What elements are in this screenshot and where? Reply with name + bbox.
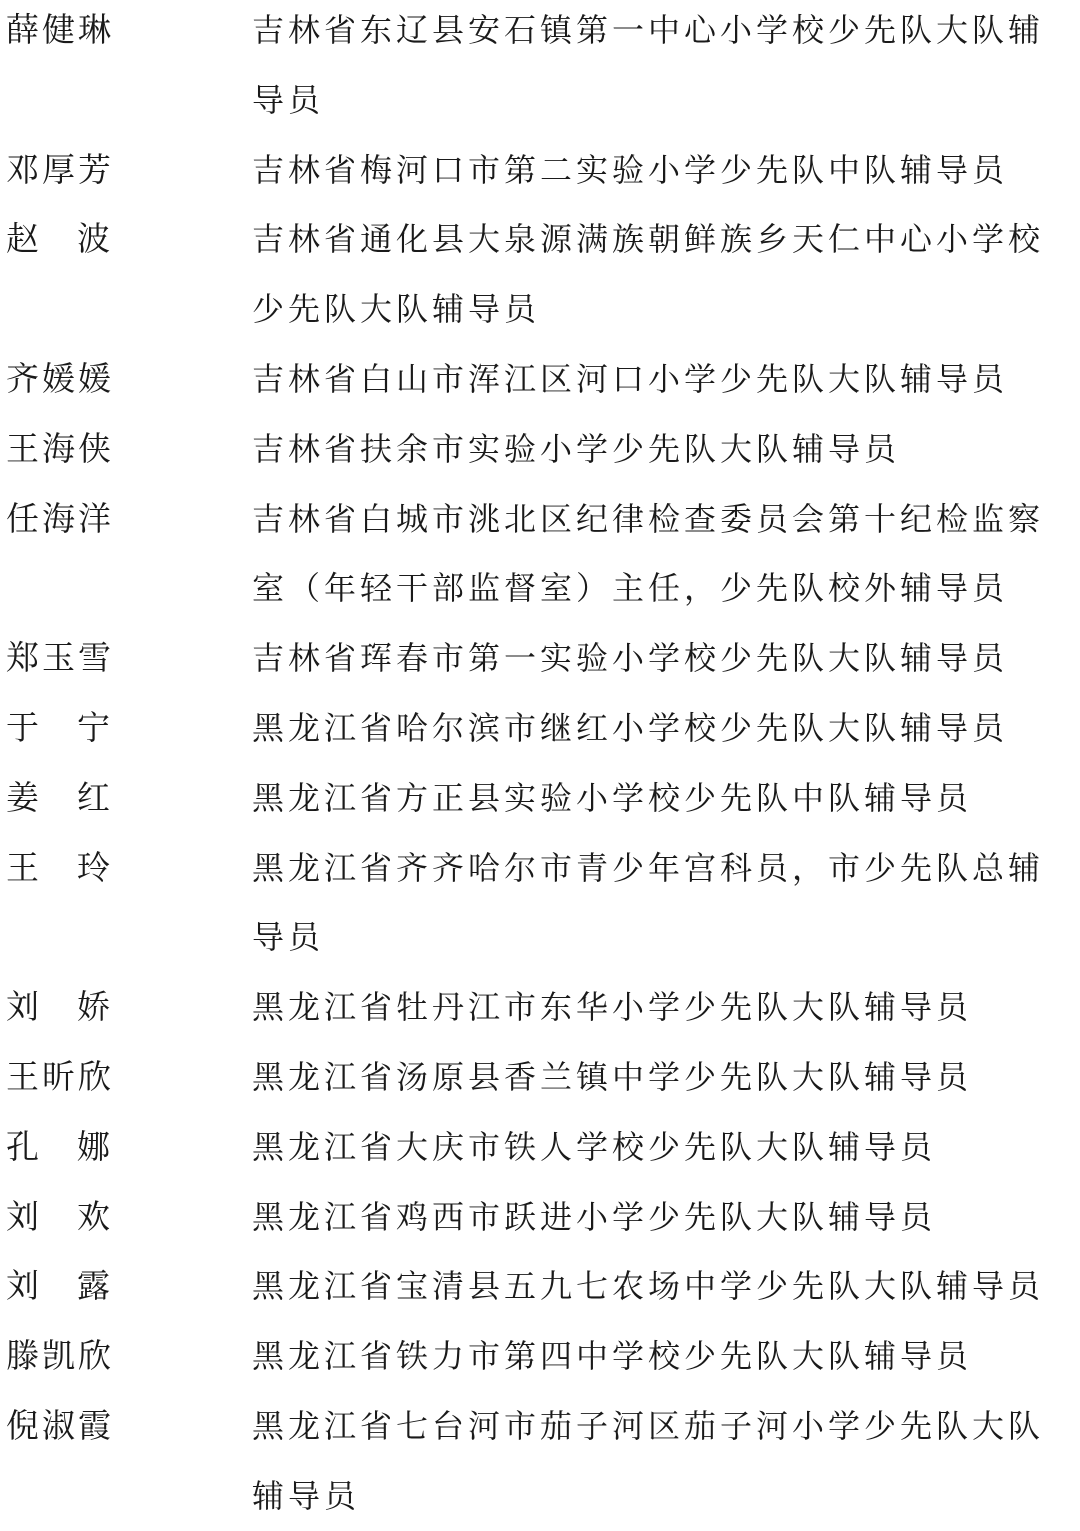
person-name: [6, 693, 110, 763]
person-name: [6, 1251, 110, 1321]
entry-row: [0, 1042, 1080, 1112]
position-description: 辅导员: [252, 1476, 361, 1515]
person-name: [6, 763, 110, 833]
entry-row: [0, 1391, 1080, 1461]
position-description: 吉林省白城市洮北区纪律检查委员会第十纪检监察: [252, 499, 1045, 538]
position-description: 黑龙江省齐齐哈尔市青少年宫科员，市少先队总辅: [252, 848, 1045, 887]
position-description: 黑龙江省方正县实验小学校少先队中队辅导员: [252, 778, 973, 817]
person-name-part: 王: [6, 847, 39, 887]
person-name-part: 红: [77, 777, 110, 817]
position-description: 室（年轻干部监督室）主任，少先队校外辅导员: [252, 569, 1009, 608]
person-name-part: 于: [6, 708, 39, 747]
person-name-part: 刘: [6, 1196, 39, 1236]
person-name-part: 娜: [77, 1126, 110, 1166]
position-description: 吉林省白山市浑江区河口小学少先队大队辅导员: [252, 360, 1009, 398]
person-name-part: 娇: [77, 987, 110, 1027]
position-description: 少先队大队辅导员: [252, 290, 541, 329]
entry-row: [0, 0, 1080, 65]
position-description: 吉林省梅河口市第二实验小学少先队中队辅导员: [252, 150, 1009, 189]
entry-row-continuation: [0, 902, 1080, 972]
entry-row: [0, 135, 1080, 205]
person-name-part: 宁: [77, 708, 110, 747]
position-description: 黑龙江省七台河市茄子河区茄子河小学少先队大队: [252, 1407, 1045, 1445]
person-name: 任海洋: [6, 498, 114, 538]
person-name-part: 欢: [77, 1196, 110, 1236]
position-description: 黑龙江省牡丹江市东华小学少先队大队辅导员: [252, 988, 973, 1027]
entry-row-continuation: [0, 553, 1080, 623]
entry-row: [0, 1251, 1080, 1321]
position-description: 导员: [252, 80, 325, 119]
entry-row: [0, 623, 1080, 693]
entry-row-continuation: [0, 274, 1080, 344]
position-description: 吉林省东辽县安石镇第一中心小学校少先队大队辅: [252, 11, 1045, 49]
person-name: [6, 204, 110, 274]
position-description: 导员: [252, 918, 325, 957]
position-description: 黑龙江省哈尔滨市继红小学校少先队大队辅导员: [252, 709, 1009, 747]
person-name: 郑玉雪: [6, 638, 114, 678]
entry-row: [0, 1321, 1080, 1391]
person-name-part: 赵: [6, 219, 39, 259]
person-name: 滕凯欣: [6, 1336, 114, 1376]
entry-row-continuation: [0, 65, 1080, 135]
entry-row: [0, 1112, 1080, 1182]
entry-row: [0, 1182, 1080, 1252]
person-name: [6, 972, 110, 1042]
position-description: 黑龙江省铁力市第四中学校少先队大队辅导员: [252, 1337, 973, 1376]
person-name-part: 刘: [6, 987, 39, 1027]
position-description: 黑龙江省汤原县香兰镇中学少先队大队辅导员: [252, 1058, 973, 1096]
position-description: 吉林省扶余市实验小学少先队大队辅导员: [252, 429, 901, 468]
person-name-part: 波: [77, 219, 110, 259]
entry-row: [0, 972, 1080, 1042]
person-name-part: 玲: [77, 847, 110, 887]
position-description: 吉林省通化县大泉源满族朝鲜族乡天仁中心小学校: [252, 220, 1045, 259]
person-name: 邓厚芳: [6, 149, 114, 189]
entry-row: [0, 344, 1080, 414]
person-name-part: 露: [77, 1266, 110, 1306]
person-name: 王昕欣: [6, 1057, 114, 1096]
entry-row: [0, 414, 1080, 484]
person-name: [6, 1112, 110, 1182]
position-description: 黑龙江省大庆市铁人学校少先队大队辅导员: [252, 1127, 937, 1166]
entry-row: [0, 763, 1080, 833]
person-name-part: 孔: [6, 1126, 39, 1166]
person-name: [6, 1182, 110, 1252]
entry-row: [0, 484, 1080, 554]
person-name: 倪淑霞: [6, 1406, 114, 1445]
person-name-part: 刘: [6, 1266, 39, 1306]
person-name-part: 姜: [6, 777, 39, 817]
person-name: 王海侠: [6, 428, 114, 468]
entry-row: [0, 833, 1080, 903]
position-description: 黑龙江省宝清县五九七农场中学少先队大队辅导员: [252, 1267, 1045, 1306]
person-name: 齐媛媛: [6, 359, 114, 398]
entry-row: [0, 204, 1080, 274]
entry-row: [0, 693, 1080, 763]
position-description: 吉林省珲春市第一实验小学校少先队大队辅导员: [252, 639, 1009, 678]
person-name: 薛健琳: [6, 10, 114, 49]
person-name: [6, 833, 110, 903]
entry-row-continuation: [0, 1461, 1080, 1531]
position-description: 黑龙江省鸡西市跃进小学少先队大队辅导员: [252, 1197, 937, 1236]
